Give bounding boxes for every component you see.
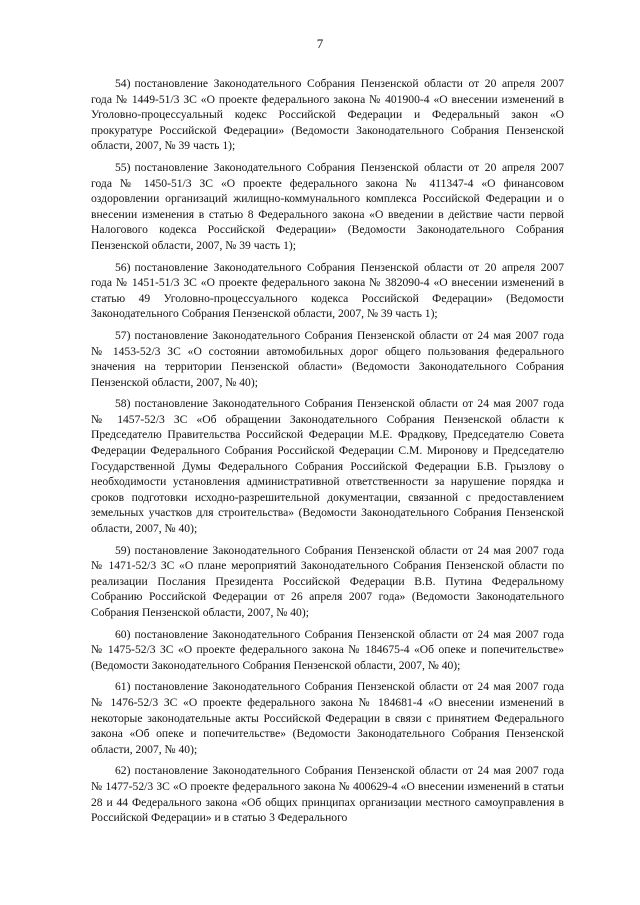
- list-item: [91, 543, 564, 621]
- item-number: 56): [115, 260, 131, 274]
- list-item: [91, 396, 564, 536]
- page-number: 7: [316, 36, 324, 51]
- list-item: [91, 160, 564, 254]
- item-text: постановление Законодательного Собрания Пензенской области от 24 мая 2007 года № 1453-52/3 ЗС «О состоянии автомобильных дорог общего пользования федерального значения на территории Пензенской области» (Ведомости Законодательного Собрания Пензенской области, 2007, № 40);: [91, 328, 564, 389]
- item-number: 54): [115, 77, 131, 90]
- item-text: постановление Законодательного Собрания Пензенской области от 20 апреля 2007 года № 1451-51/3 ЗС «О проекте федерального закона № 382090-4 «О внесении изменений в статью 49 Уголовно-процессуального кодекса Российской Федерации» (Ведомости Законодательного Собрания Пензенской области, 2007, № 39 часть 1);: [91, 260, 564, 321]
- list-item: [91, 260, 564, 322]
- list-item: [91, 328, 564, 390]
- list-item: [91, 76, 564, 154]
- item-number: 61): [115, 680, 131, 694]
- item-number: 55): [115, 160, 131, 174]
- item-text: постановление Законодательного Собрания Пензенской области от 24 мая 2007 года № 1477-52/3 ЗС «О проекте федерального закона № 400629-4 «О внесении изменений в статьи 28 и 44 Федерального закона «Об общих принципах организации местного самоуправления в Российской Федерации» и в статью 3 Федерального: [91, 764, 564, 825]
- item-number: 57): [115, 328, 131, 342]
- item-text: постановление Законодательного Собрания Пензенской области от 24 мая 2007 года № 1471-52/3 ЗС «О плане мероприятий Законодательного Собрания Пензенской области по реализации Послания Президента Российской Федерации В.В. Путина Федеральному Собранию Российской Федерации от 26 апреля 2007 года» (Ведомости Законодательного Собрания Пензенской области, 2007, № 40);: [91, 543, 564, 619]
- item-number: 60): [115, 627, 131, 641]
- list-item: [91, 763, 564, 825]
- item-text: постановление Законодательного Собрания Пензенской области от 24 мая 2007 года № 1475-52/3 ЗС «О проекте федерального закона № 184675-4 «Об опеке и попечительстве» (Ведомости Законодательного Собрания Пензенской области, 2007, № 40);: [91, 627, 564, 672]
- document-body: [91, 76, 564, 832]
- item-number: 58): [115, 397, 131, 411]
- list-item: [91, 679, 564, 757]
- item-number: 59): [115, 543, 131, 557]
- item-text: постановление Законодательного Собрания Пензенской области от 24 мая 2007 года № 1476-52/3 ЗС «О проекте федерального закона № 184681-4 «О внесении изменений в некоторые законодательные акты Российской Федерации в связи с принятием Федерального закона «Об опеке и попечительстве» (Ведомости Законодательного Собрания Пензенской области, 2007, № 40);: [91, 680, 564, 756]
- item-text: постановление Законодательного Собрания Пензенской области от 20 апреля 2007 года № 1449-51/3 ЗС «О проекте федерального закона № 401900-4 «О внесении изменений в Уголовно-процессуальный кодекс Российской Федерации и Федеральный закон «О прокуратуре Российской Федерации» (Ведомости Законодательного Собрания Пензенской области, 2007, № 39 часть 1);: [91, 77, 564, 153]
- item-text: постановление Законодательного Собрания Пензенской области от 24 мая 2007 года № 1457-52/3 ЗС «Об обращении Законодательного Собрания Пензенской области к Председателю Правительства Российской Федерации М.Е. Фрадкову, Председателю Совета Федерации Федерального Собрания Российской Федерации С.М. Миронову и Председателю Государственной Думы Федерального Собрания Российской Федерации Б.В. Грызлову о необходимости установления административной ответственности за нарушение порядка и сроков подготовки исходно-разрешительной документации, связанной с предоставлением земельных участков для строительства» (Ведомости Законодательного Собрания Пензенской области, 2007, № 40);: [91, 397, 564, 536]
- item-text: постановление Законодательного Собрания Пензенской области от 20 апреля 2007 года № 1450-51/3 ЗС «О проекте федерального закона № 411347-4 «О финансовом оздоровлении организаций жилищно-коммунального комплекса Российской Федерации и о внесении изменения в статью 8 Федерального закона «О введении в действие части первой Налогового кодекса Российской Федерации» (Ведомости Законодательного Собрания Пензенской области, 2007, № 39 часть 1);: [91, 160, 564, 252]
- list-item: [91, 627, 564, 674]
- item-number: 62): [115, 764, 131, 778]
